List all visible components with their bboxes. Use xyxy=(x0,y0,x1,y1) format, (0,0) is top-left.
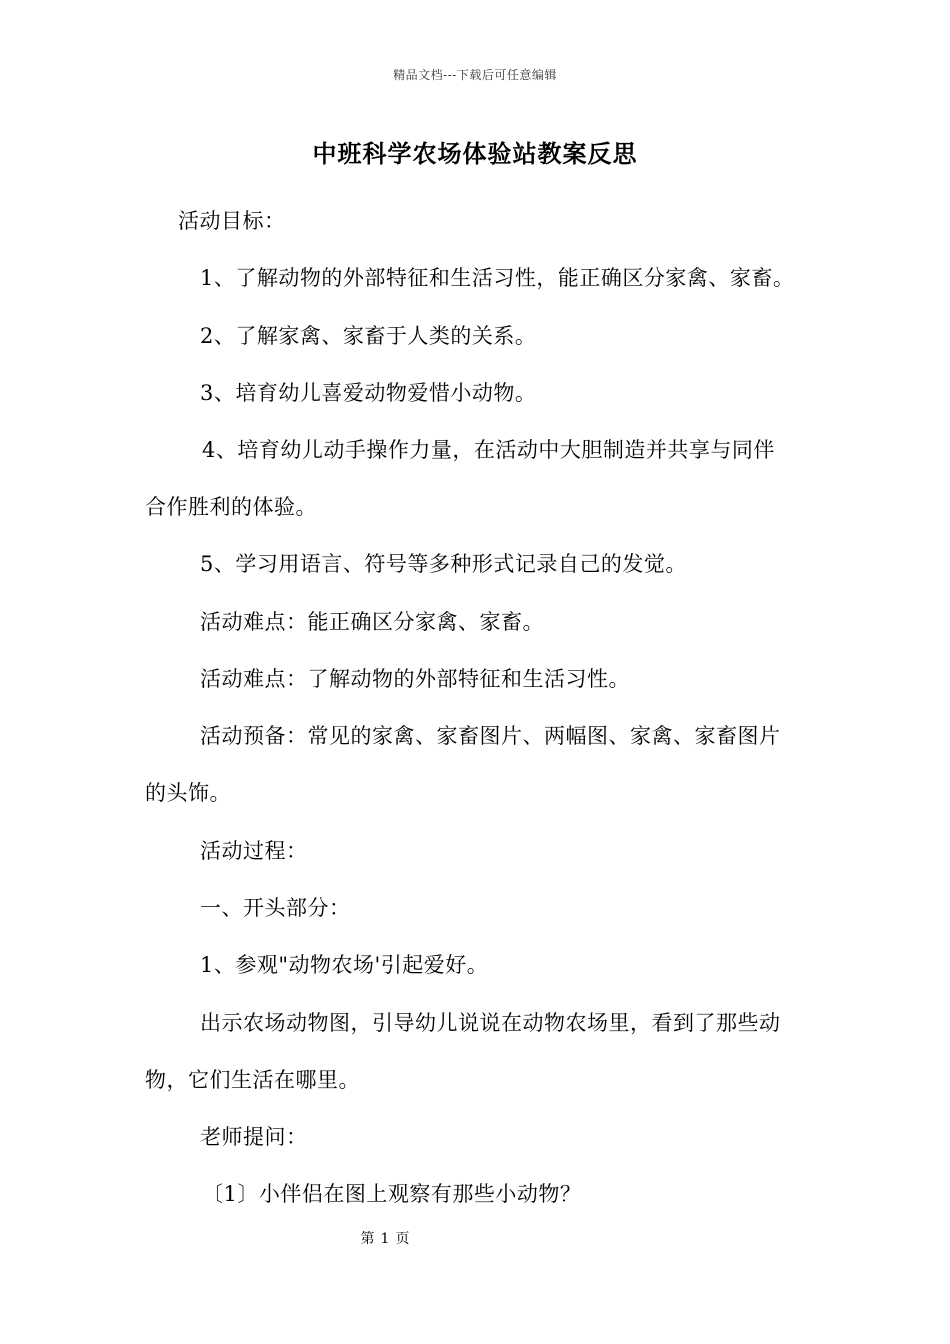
paragraph-line: 的头饰。 xyxy=(145,781,231,805)
paragraph-line: 一、开头部分： xyxy=(200,896,351,920)
paragraph-line: 5、学习用语言、符号等多种形式记录自己的发觉。 xyxy=(200,552,687,576)
paragraph-line: 活动难点：了解动物的外部特征和生活习性。 xyxy=(200,667,630,691)
paragraph-line: 1、参观"动物农场'引起爱好。 xyxy=(200,953,489,977)
paragraph-line: 合作胜利的体验。 xyxy=(145,495,317,519)
page-label-prefix: 第 xyxy=(360,1231,375,1247)
page-number: 1 xyxy=(380,1231,390,1247)
paragraph-line: 老师提问： xyxy=(200,1125,308,1149)
document-title: 中班科学农场体验站教案反思 xyxy=(312,139,638,168)
paragraph-line: 出示农场动物图，引导幼儿说说在动物农场里，看到了那些动 xyxy=(200,1011,781,1035)
paragraph-line: 4、培育幼儿动手操作力量，在活动中大胆制造并共享与同伴 xyxy=(202,438,775,462)
page-footer xyxy=(0,1228,770,1248)
header-note: 精品文档---下载后可任意编辑 xyxy=(393,68,557,82)
page-label-suffix: 页 xyxy=(395,1231,410,1247)
section-heading-goals: 活动目标： xyxy=(178,209,286,233)
paragraph-line: 活动预备：常见的家禽、家畜图片、两幅图、家禽、家畜图片 xyxy=(200,724,781,748)
paragraph-line: 3、培育幼儿喜爱动物爱惜小动物。 xyxy=(200,381,537,405)
section-heading-process: 活动过程： xyxy=(200,839,308,863)
paragraph-line: 物，它们生活在哪里。 xyxy=(145,1068,360,1092)
paragraph-line: 2、了解家禽、家畜于人类的关系。 xyxy=(200,324,537,348)
paragraph-line: 活动难点：能正确区分家禽、家畜。 xyxy=(200,610,544,634)
paragraph-line: 〔1〕小伴侣在图上观察有那些小动物？ xyxy=(202,1182,582,1206)
paragraph-line: 1、了解动物的外部特征和生活习性，能正确区分家禽、家畜。 xyxy=(200,266,795,290)
